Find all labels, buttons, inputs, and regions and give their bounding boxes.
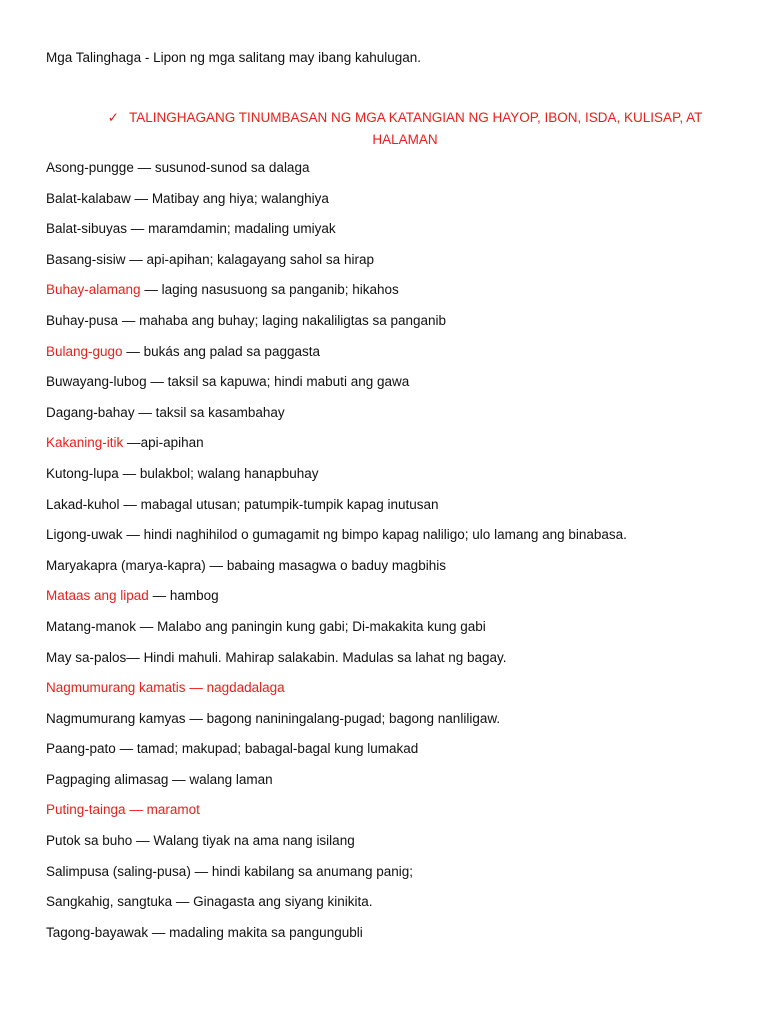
idiom-meaning: mahaba ang buhay; laging nakaliligtas sa panganib [139, 312, 447, 328]
idiom-term: Salimpusa (saling-pusa) [46, 863, 191, 879]
idiom-meaning: api-apihan; kalagayang sahol sa hirap [146, 251, 374, 267]
check-mark-icon: ✓ [107, 110, 119, 126]
idiom-list [46, 158, 746, 953]
separator: — [123, 435, 141, 451]
idiom-term: Mataas ang lipad [46, 588, 149, 604]
separator: — [205, 557, 227, 573]
separator: — [118, 465, 140, 481]
idiom-term: Paang-pato [46, 741, 116, 757]
idiom-term: Maryakapra (marya-kapra) [46, 557, 206, 573]
separator: — [134, 404, 156, 420]
separator: — [172, 894, 194, 910]
separator: — [146, 374, 168, 390]
list-item [46, 464, 746, 495]
idiom-meaning: Hindi mahuli. Mahirap salakabin. Madulas sa lahat ng bagay. [143, 649, 507, 665]
idiom-term: Balat-sibuyas [46, 221, 128, 237]
list-item [46, 709, 746, 740]
idiom-term: Nagmumurang kamyas [46, 710, 186, 726]
separator: — [185, 680, 207, 696]
idiom-term: Kutong-lupa [46, 465, 119, 481]
list-item [46, 158, 746, 189]
list-item [46, 648, 746, 679]
idiom-meaning: tamad; makupad; babagal-bagal kung lumakad [136, 741, 419, 757]
separator: — [185, 710, 207, 726]
list-item [46, 433, 746, 464]
idiom-term: May sa-palos [46, 649, 127, 665]
separator: — [122, 343, 144, 359]
idiom-meaning: hindi kabilang sa anumang panig; [211, 863, 413, 879]
separator: — [148, 588, 170, 604]
idiom-term: Asong-pungge [46, 160, 134, 175]
idiom-meaning: nagdadalaga [206, 680, 285, 696]
list-item [46, 495, 746, 526]
idiom-meaning: maramot [146, 802, 200, 818]
idiom-meaning: bagong naniningalang-pugad; bagong nanliligaw. [206, 710, 501, 726]
list-item [46, 800, 746, 831]
idiom-term: Tagong-bayawak [46, 924, 149, 940]
list-item [46, 250, 746, 281]
idiom-meaning: Ginagasta ang siyang kinikita. [193, 894, 373, 910]
separator: — [148, 924, 170, 940]
separator: — [132, 833, 154, 849]
idiom-term: Buwayang-lubog [46, 374, 147, 390]
idiom-meaning: bukás ang palad sa paggasta [143, 343, 320, 359]
list-item [46, 862, 746, 893]
idiom-term: Kakaning-itik [46, 435, 124, 451]
list-item [46, 372, 746, 403]
separator: — [125, 802, 147, 818]
idiom-term: Bulang-gugo [46, 343, 123, 359]
separator: — [125, 251, 147, 267]
intro-text: Mga Talinghaga - Lipon ng mga salitang may ibang kahulugan. [46, 50, 422, 65]
idiom-meaning: laging nasusuong sa panganib; hikahos [161, 282, 399, 298]
separator: — [136, 618, 158, 634]
separator: — [127, 221, 149, 237]
idiom-meaning: Walang tiyak na ama nang isilang [153, 833, 355, 849]
idiom-meaning: mabagal utusan; patumpik-tumpik kapag inutusan [140, 496, 439, 512]
separator: — [140, 282, 162, 298]
idiom-meaning: api-apihan [140, 435, 204, 451]
list-item [46, 739, 746, 770]
idiom-term: Lakad-kuhol [46, 496, 120, 512]
idiom-meaning: maramdamin; madaling umiyak [148, 221, 336, 237]
section-heading-text: TALINGHAGANG TINUMBASAN NG MGA KATANGIAN NG HAYOP, IBON, ISDA, KULISAP, AT HALAMAN [128, 110, 703, 147]
idiom-meaning: Malabo ang paningin kung gabi; Di-makakita kung gabi [157, 618, 486, 634]
list-item [46, 219, 746, 250]
idiom-term: Buhay-alamang [46, 282, 141, 298]
idiom-meaning: Matibay ang hiya; walanghiya [151, 190, 329, 206]
list-item [46, 617, 746, 648]
list-item [46, 892, 746, 923]
list-item [46, 586, 746, 617]
separator: — [115, 741, 137, 757]
list-item [46, 342, 746, 373]
list-item [46, 403, 746, 434]
section-heading [90, 107, 720, 150]
idiom-meaning: madaling makita sa pangungubli [169, 924, 363, 940]
idiom-meaning: taksil sa kasambahay [155, 404, 285, 420]
idiom-meaning: bulakbol; walang hanapbuhay [139, 465, 319, 481]
separator: — [126, 649, 144, 665]
separator: — [190, 863, 212, 879]
idiom-term: Nagmumurang kamatis [46, 680, 186, 696]
separator: — [118, 312, 140, 328]
idiom-term: Putok sa buho [46, 833, 133, 849]
list-item [46, 189, 746, 220]
list-item [46, 923, 746, 954]
idiom-meaning: walang laman [189, 771, 273, 787]
list-item [46, 678, 746, 709]
idiom-term: Puting-tainga [46, 802, 126, 818]
idiom-meaning: hindi naghihilod o gumagamit ng bimpo kapag naliligo; ulo lamang ang binabasa. [143, 527, 627, 543]
idiom-term: Matang-manok [46, 618, 137, 634]
separator: — [122, 527, 144, 543]
list-item [46, 556, 746, 587]
idiom-term: Dagang-bahay [46, 404, 135, 420]
separator: — [133, 160, 155, 175]
list-item [46, 770, 746, 801]
idiom-term: Pagpaging alimasag [46, 771, 169, 787]
list-item [46, 280, 746, 311]
separator: — [168, 771, 190, 787]
idiom-term: Ligong-uwak [46, 527, 123, 543]
idiom-term: Sangkahig, sangtuka [46, 894, 173, 910]
idiom-term: Basang-sisiw [46, 251, 126, 267]
idiom-term: Buhay-pusa [46, 312, 119, 328]
separator: — [130, 190, 152, 206]
idiom-term: Balat-kalabaw [46, 190, 131, 206]
idiom-meaning: babaing masagwa o baduy magbihis [226, 557, 446, 573]
idiom-meaning: susunod-sunod sa dalaga [154, 160, 310, 175]
list-item [46, 525, 746, 556]
idiom-meaning: hambog [169, 588, 219, 604]
list-item [46, 831, 746, 862]
idiom-meaning: taksil sa kapuwa; hindi mabuti ang gawa [167, 374, 410, 390]
list-item [46, 311, 746, 342]
separator: — [119, 496, 141, 512]
